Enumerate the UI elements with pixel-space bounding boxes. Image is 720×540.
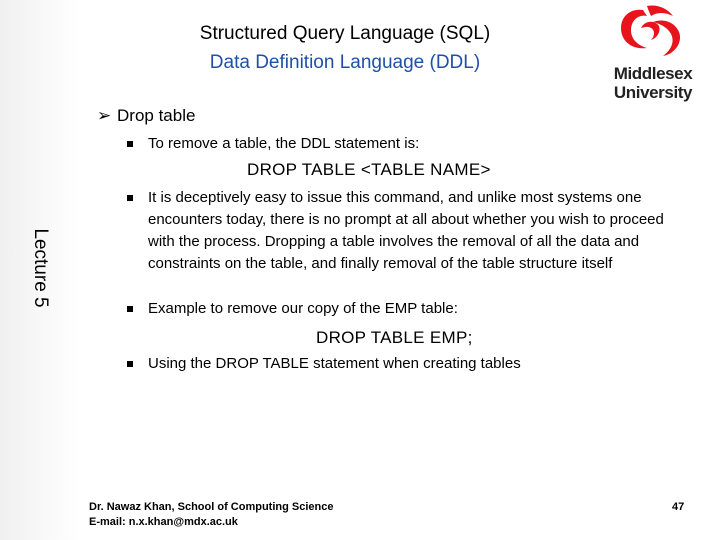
footer-email: E-mail: n.x.khan@mdx.ac.uk	[89, 516, 238, 528]
bullet-item	[127, 187, 667, 275]
square-bullet-icon	[127, 141, 133, 147]
square-bullet-icon	[127, 306, 133, 312]
bullet-text: Using the DROP TABLE statement when creating tables	[148, 355, 521, 372]
bullet-text: To remove a table, the DDL statement is:	[148, 135, 420, 152]
square-bullet-icon	[127, 361, 133, 367]
slide-subtitle: Data Definition Language (DDL)	[209, 52, 481, 73]
slide-title: Structured Query Language (SQL)	[199, 23, 491, 44]
university-logo	[608, 2, 698, 102]
heading-text: Drop table	[117, 106, 196, 125]
bullet-item	[127, 353, 667, 375]
code-example: DROP TABLE EMP;	[316, 328, 473, 347]
logo-text-line2: University	[613, 83, 693, 102]
bullet-text: It is deceptively easy to issue this command, and unlike most systems one encounters today, there is no prompt at all about whether you wish to proceed with the process. Dropping a table involves the removal of all the data and constraints on the table, and finally removal of the table structure itself	[148, 189, 664, 272]
code-statement: DROP TABLE <TABLE NAME>	[247, 160, 491, 179]
footer	[89, 500, 333, 530]
middlesex-flame-logo-icon	[613, 2, 693, 62]
page-number: 47	[672, 501, 685, 513]
heading-bullet	[97, 106, 195, 126]
arrow-bullet-icon: ➢	[97, 106, 112, 125]
square-bullet-icon	[127, 195, 133, 201]
bullet-item	[127, 133, 647, 155]
footer-author: Dr. Nawaz Khan, School of Computing Science	[89, 501, 334, 513]
bullet-item	[127, 298, 667, 320]
bullet-text: Example to remove our copy of the EMP table:	[148, 300, 458, 317]
logo-text-line1: Middlesex	[613, 64, 693, 83]
vertical-lecture-label: Lecture 5	[30, 228, 51, 308]
